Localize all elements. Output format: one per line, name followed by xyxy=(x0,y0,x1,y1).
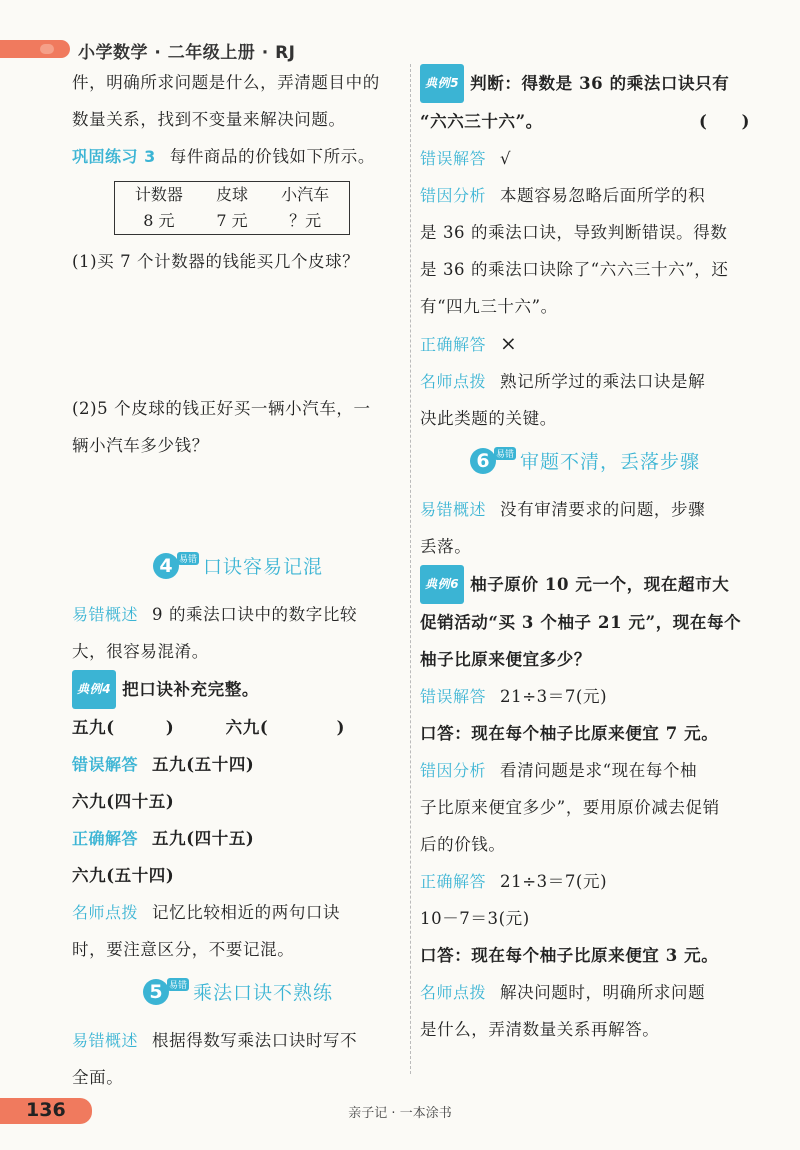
section-number: 6 xyxy=(470,448,496,474)
practice-text: 每件商品的价钱如下所示。 xyxy=(169,147,375,166)
text-line: 丢落。 xyxy=(420,537,472,556)
text-line: 大，很容易混淆。 xyxy=(72,642,209,661)
left-column xyxy=(72,64,404,1096)
overview-label: 易错概述 xyxy=(420,500,487,519)
cause-label: 错因分析 xyxy=(420,761,487,780)
wrong-answer-label: 错误解答 xyxy=(72,755,139,774)
wrong-answer-label: 错误解答 xyxy=(420,149,487,168)
check-mark-icon: √ xyxy=(500,149,512,168)
example-text: 柚子原价 10 元一个，现在超市大 xyxy=(470,575,730,594)
tip-label: 名师点拨 xyxy=(420,983,487,1002)
tip-text: 熟记所学过的乘法口诀是解 xyxy=(500,372,706,391)
overview-line xyxy=(420,491,750,528)
text-line: 有“四九三十六”。 xyxy=(420,297,558,316)
overview-line xyxy=(72,596,404,633)
text-line: 子比原来便宜多少”，要用原价减去促销 xyxy=(420,798,720,817)
section-number: 5 xyxy=(143,979,169,1005)
right-answer-text: 21÷3＝7(元) xyxy=(500,872,608,891)
text-line: 六九(五十四) xyxy=(72,866,175,885)
error-prone-badge: 易错 xyxy=(494,447,516,460)
right-answer-label: 正确解答 xyxy=(420,872,487,891)
wrong-answer-line xyxy=(420,140,750,177)
text-line: 口答：现在每个柚子比原来便宜 7 元。 xyxy=(420,724,719,743)
error-prone-badge: 易错 xyxy=(167,978,189,991)
right-answer-label: 正确解答 xyxy=(420,335,487,354)
right-answer-line xyxy=(72,820,404,857)
section-4-heading xyxy=(72,552,404,586)
example-4-blank: 五九( ) 六九( ) xyxy=(72,718,346,737)
section-title: 审题不清，丢落步骤 xyxy=(520,451,701,473)
table-cell: 7 元 xyxy=(216,211,248,230)
wrong-answer-text: 五九(五十四) xyxy=(152,755,255,774)
right-answer-line xyxy=(420,863,750,900)
header-title: 小学数学 · 二年级上册 · RJ xyxy=(78,43,296,63)
text-line: 后的价钱。 xyxy=(420,835,506,854)
wrong-answer-text: 21÷3＝7(元) xyxy=(500,687,608,706)
cause-line xyxy=(420,177,750,214)
wrong-answer-label: 错误解答 xyxy=(420,687,487,706)
column-divider xyxy=(410,64,411,1074)
overview-label: 易错概述 xyxy=(72,1031,139,1050)
example-4-line xyxy=(72,670,404,709)
price-table xyxy=(114,181,350,235)
right-answer-line xyxy=(420,325,750,363)
cause-text: 看清问题是求“现在每个柚 xyxy=(500,761,698,780)
footer-text: 亲子记 · 一本涂书 xyxy=(348,1106,452,1121)
overview-label: 易错概述 xyxy=(72,605,139,624)
tip-label: 名师点拨 xyxy=(72,903,139,922)
answer-space xyxy=(72,464,404,542)
tip-text: 记忆比较相近的两句口诀 xyxy=(152,903,341,922)
table-row xyxy=(115,182,350,209)
example-tag: 典例4 xyxy=(72,670,116,709)
example-text: “六六三十六”。 xyxy=(420,112,543,131)
tip-line xyxy=(420,974,750,1011)
tip-line xyxy=(420,363,750,400)
answer-space xyxy=(72,280,404,390)
text-line: 件，明确所求问题是什么，弄清题目中的 xyxy=(72,73,380,92)
table-header-cell: 计数器 xyxy=(134,185,183,204)
example-5-line xyxy=(420,64,750,103)
header-decor-dot xyxy=(40,44,54,54)
overview-line xyxy=(72,1022,404,1059)
tip-text: 解决问题时，明确所求问题 xyxy=(500,983,706,1002)
header-decor-bar xyxy=(0,40,70,58)
right-column xyxy=(420,64,750,1048)
overview-text: 9 的乘法口诀中的数字比较 xyxy=(152,605,358,624)
section-number: 4 xyxy=(153,553,179,579)
cross-mark-icon: × xyxy=(500,331,518,355)
question-1: (1)买 7 个计数器的钱能买几个皮球？ xyxy=(72,252,360,271)
section-title: 乘法口诀不熟练 xyxy=(193,982,334,1004)
tip-label: 名师点拨 xyxy=(420,372,487,391)
table-cell: 8 元 xyxy=(143,211,175,230)
text-line: 口答：现在每个柚子比原来便宜 3 元。 xyxy=(420,946,719,965)
table-header-cell: 皮球 xyxy=(215,185,248,204)
table-cell: ？元 xyxy=(289,211,322,230)
text-line: 是什么，弄清数量关系再解答。 xyxy=(420,1020,660,1039)
overview-text: 没有审清要求的问题，步骤 xyxy=(500,500,706,519)
section-title: 口诀容易记混 xyxy=(203,556,324,578)
text-line: 是 36 的乘法口诀除了“六六三十六”，还 xyxy=(420,260,729,279)
table-row xyxy=(115,208,350,235)
example-6-line: 柚子比原来便宜多少？ xyxy=(420,650,591,669)
section-5-heading xyxy=(72,978,404,1012)
cause-text: 本题容易忽略后面所学的积 xyxy=(500,186,706,205)
example-6-line xyxy=(420,565,750,604)
page-number: 136 xyxy=(26,1099,66,1121)
example-6-line: 促销活动“买 3 个柚子 21 元”，现在每个 xyxy=(420,613,742,632)
cause-line xyxy=(420,752,750,789)
text-line: 六九(四十五) xyxy=(72,792,175,811)
example-tag: 典例6 xyxy=(420,565,464,604)
practice-line xyxy=(72,138,404,175)
section-6-heading xyxy=(420,447,750,481)
overview-text: 根据得数写乘法口诀时写不 xyxy=(152,1031,358,1050)
example-text: 判断：得数是 36 的乘法口诀只有 xyxy=(470,74,730,93)
right-answer-text: 五九(四十五) xyxy=(152,829,255,848)
example-tag: 典例5 xyxy=(420,64,464,103)
table-header-cell: 小汽车 xyxy=(281,185,330,204)
text-line: 决此类题的关键。 xyxy=(420,409,557,428)
example-5-line xyxy=(420,103,750,140)
text-line: 数量关系，找到不变量来解决问题。 xyxy=(72,110,346,129)
example-text: 把口诀补充完整。 xyxy=(122,680,259,699)
text-line: 是 36 的乘法口诀，导致判断错误。得数 xyxy=(420,223,728,242)
wrong-answer-line xyxy=(420,678,750,715)
error-prone-badge: 易错 xyxy=(177,552,199,565)
text-line: 时，要注意区分，不要记混。 xyxy=(72,940,295,959)
wrong-answer-line xyxy=(72,746,404,783)
right-answer-label: 正确解答 xyxy=(72,829,139,848)
practice-label: 巩固练习 3 xyxy=(72,147,156,166)
text-line: 全面。 xyxy=(72,1068,124,1087)
text-line: 10－7＝3(元) xyxy=(420,909,530,928)
tip-line xyxy=(72,894,404,931)
question-2-line: 辆小汽车多少钱？ xyxy=(72,436,209,455)
question-2-line: (2)5 个皮球的钱正好买一辆小汽车，一 xyxy=(72,399,371,418)
answer-paren: ( ) xyxy=(698,112,750,131)
cause-label: 错因分析 xyxy=(420,186,487,205)
